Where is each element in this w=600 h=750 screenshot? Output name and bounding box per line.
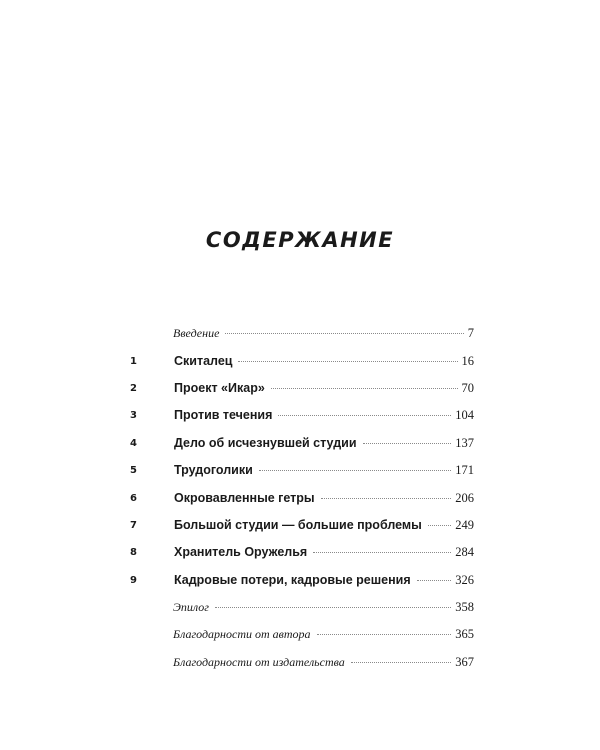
- toc-entry-label: Кадровые потери, кадровые решения: [174, 572, 411, 587]
- dot-leader: [225, 333, 463, 334]
- toc-entry-page: 7: [467, 326, 474, 341]
- toc-entry-page: 70: [461, 380, 474, 395]
- toc-entry-number: 1: [130, 355, 137, 367]
- toc-entry-chapter-2[interactable]: [130, 375, 474, 402]
- toc-entry-chapter-5[interactable]: [130, 457, 474, 484]
- toc-entry-number: 7: [130, 519, 137, 531]
- dot-leader: [313, 552, 451, 553]
- toc-entry-page: 367: [455, 654, 474, 669]
- toc-entry-epilogue[interactable]: [130, 594, 474, 621]
- toc-entry-number: 5: [130, 465, 137, 477]
- toc-entry-label: Скиталец: [174, 353, 233, 368]
- toc-entry-label: Введение: [173, 326, 220, 341]
- dot-leader: [351, 662, 451, 663]
- dot-leader: [238, 361, 457, 362]
- dot-leader: [317, 634, 452, 635]
- toc-entry-page: 104: [455, 408, 474, 423]
- toc-entry-label: Большой студии — большие проблемы: [174, 517, 422, 532]
- toc-entry-number: 8: [130, 547, 137, 559]
- toc-entry-page: 171: [455, 463, 474, 478]
- toc-entry-chapter-3[interactable]: [130, 402, 474, 429]
- toc-entry-label: Эпилог: [173, 600, 209, 615]
- dot-leader: [271, 388, 458, 389]
- toc-entry-number: 6: [130, 492, 137, 504]
- toc-entry-chapter-7[interactable]: [130, 512, 474, 539]
- toc-entry-page: 358: [455, 600, 474, 615]
- toc-entry-introduction[interactable]: [130, 320, 474, 347]
- dot-leader: [259, 470, 451, 471]
- toc-entry-page: 284: [455, 545, 474, 560]
- dot-leader: [215, 607, 451, 608]
- toc-entry-chapter-8[interactable]: [130, 539, 474, 566]
- toc-entry-number: 4: [130, 437, 137, 449]
- toc-entry-page: 365: [455, 627, 474, 642]
- toc-entry-label: Хранитель Оружелья: [174, 545, 308, 560]
- toc-entry-label: Трудоголики: [174, 463, 253, 478]
- toc-entry-publisher-acknowledgements[interactable]: [130, 649, 474, 676]
- toc-entry-chapter-9[interactable]: [130, 567, 474, 594]
- toc-entry-number: 9: [130, 574, 137, 586]
- table-of-contents: [130, 320, 474, 676]
- dot-leader: [363, 443, 452, 444]
- toc-entry-chapter-6[interactable]: [130, 484, 474, 511]
- toc-entry-label: Благодарности от издательства: [173, 654, 345, 669]
- dot-leader: [278, 415, 451, 416]
- toc-entry-page: 16: [461, 353, 474, 368]
- toc-entry-label: Окровавленные гетры: [174, 490, 315, 505]
- toc-entry-chapter-1[interactable]: [130, 347, 474, 374]
- toc-entry-label: Дело об исчезнувшей студии: [174, 435, 357, 450]
- toc-entry-author-acknowledgements[interactable]: [130, 621, 474, 648]
- toc-entry-number: 2: [130, 382, 137, 394]
- toc-entry-label: Благодарности от автора: [173, 627, 311, 642]
- toc-entry-page: 137: [455, 435, 474, 450]
- toc-entry-label: Против течения: [174, 408, 273, 423]
- toc-entry-page: 206: [455, 490, 474, 505]
- dot-leader: [321, 498, 452, 499]
- toc-entry-page: 249: [455, 517, 474, 532]
- toc-entry-chapter-4[interactable]: [130, 430, 474, 457]
- dot-leader: [428, 525, 451, 526]
- toc-entry-page: 326: [455, 572, 474, 587]
- toc-entry-number: 3: [130, 410, 137, 422]
- page-title: СОДЕРЖАНИЕ: [205, 228, 395, 252]
- dot-leader: [417, 580, 452, 581]
- toc-entry-label: Проект «Икар»: [174, 380, 265, 395]
